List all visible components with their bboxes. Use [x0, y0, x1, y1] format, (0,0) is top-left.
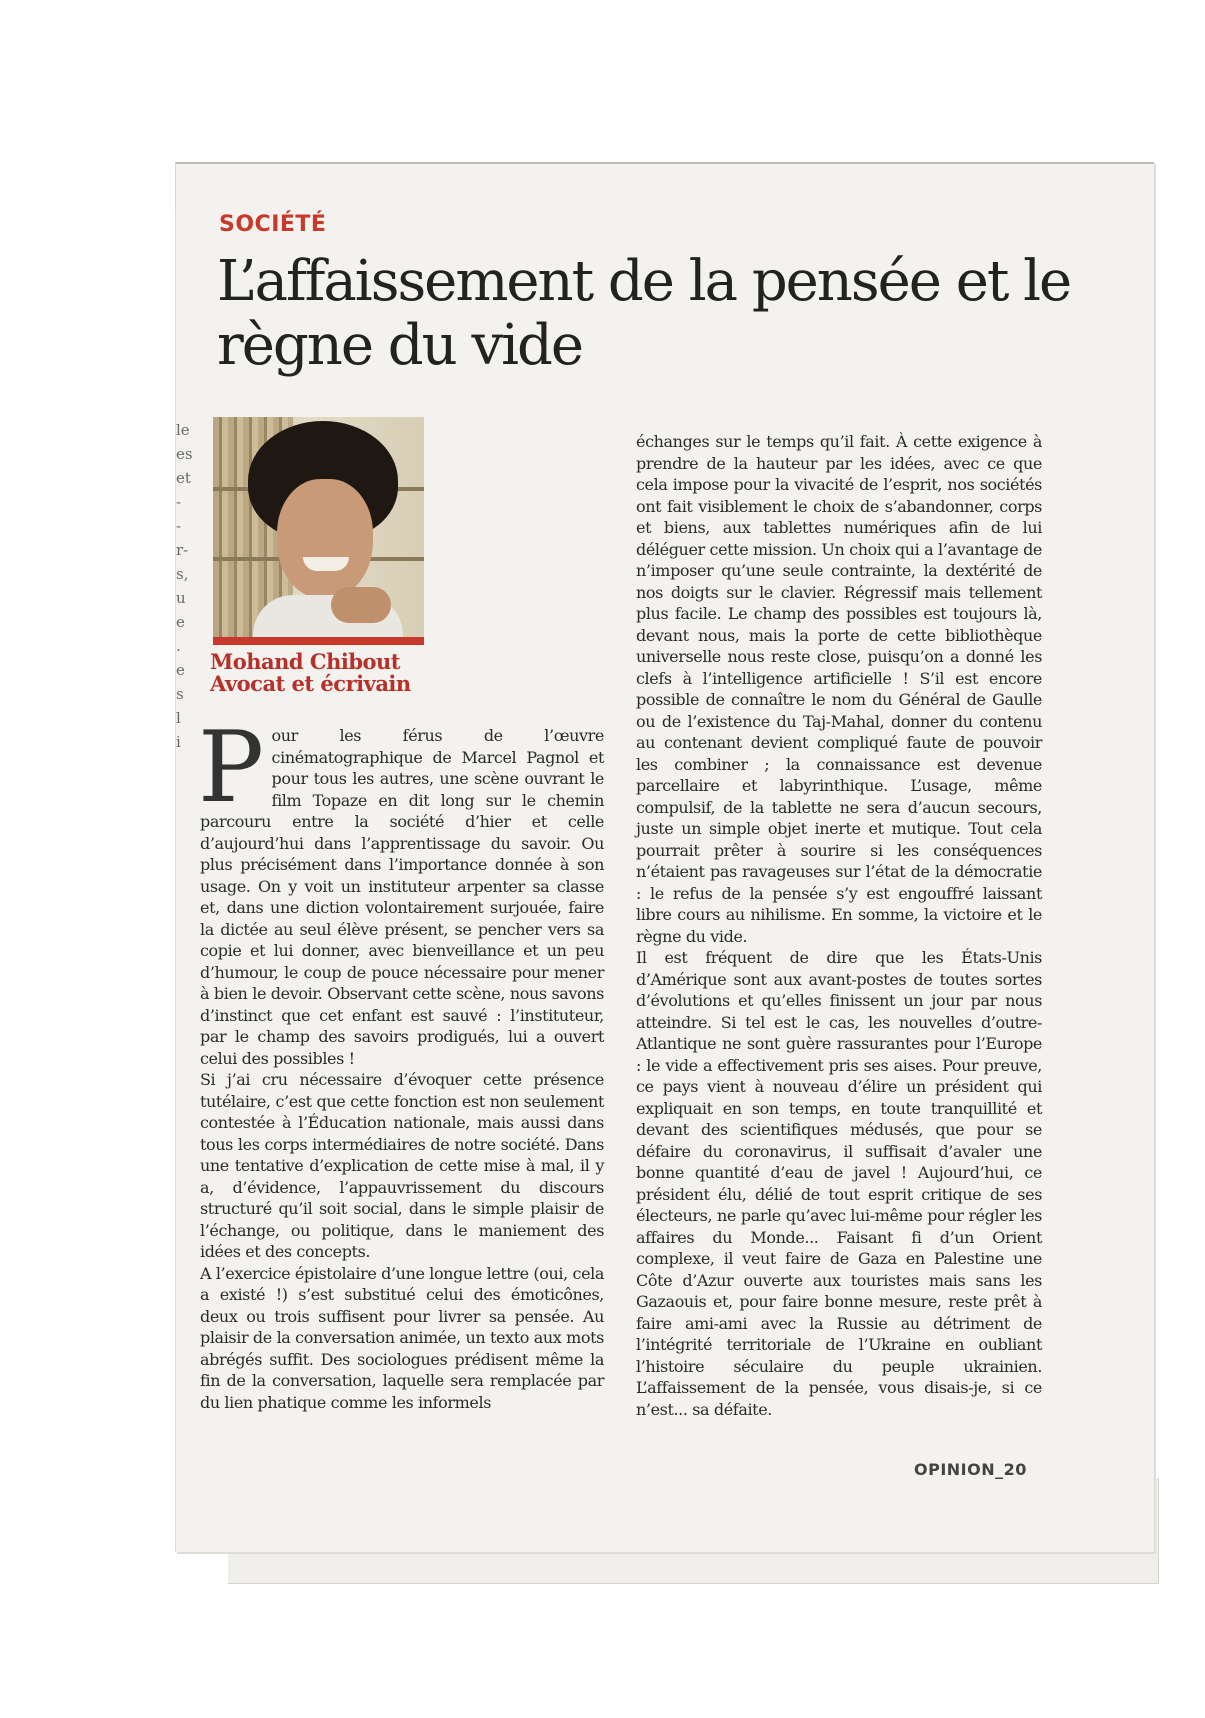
- section-rubric: SOCIÉTÉ: [219, 212, 327, 237]
- adjacent-column-fragment: le es et - - r- s, u e . e s l i: [176, 421, 193, 751]
- article-column-left: [198, 711, 604, 1413]
- author-smile: [303, 557, 349, 571]
- author-title: Avocat et écrivain: [210, 671, 411, 696]
- author-name: Mohand Chibout: [210, 649, 401, 674]
- article-headline: L’affaissement de la pensée et le règne du vide: [217, 249, 1071, 378]
- page-footer: OPINION_20: [914, 1460, 1027, 1479]
- drop-cap: P: [198, 711, 264, 825]
- fold-line: [175, 210, 176, 1550]
- paragraph: our les férus de l’œuvre cinématographique de Marcel Pagnol et pour tous les autres, une scène ouvrant le film Topaze en dit long sur le chemin parcouru entre la société d’hier et celle d’aujourd’hui dans l’apprentissage du savoir. Ou plus précisément dans l’importance donnée à son usage. On y voit un instituteur arpenter sa classe et, dans une diction volontairement surjouée, faire la dictée au seul élève présent, se pencher vers sa copie et lui donner, avec bienveillance et un peu d’humour, le coup de pouce nécessaire pour mener à bien le devoir. Observant cette scène, nous savons d’instinct que cet enfant est sauvé : l’instituteur, par le champ des savoirs prodigués, lui a ouvert celui des possibles !: [200, 726, 604, 1068]
- paragraph: Il est fréquent de dire que les États-Unis d’Amérique sont aux avant-postes de toutes sortes d’évolutions et qu’elles finissent un jour par nous atteindre. Si tel est le cas, les nouvelles d’outre-Atlantique ne sont guère rassurantes pour l’Europe : le vide a effectivement pris ses aises. Pour preuve, ce pays vient à nouveau d’élire un président qui expliquait en son temps, en toute tranquillité et devant des scientifiques médusés, que pour se défaire du coronavirus, il suffisait d’avaler une bonne quantité d’eau de javel ! Aujourd’hui, ce président élu, délié de tout esprit critique de ses électeurs, ne parle qu’avec lui-même pour régler les affaires du Monde... Faisant fi d’un Orient complexe, il veut faire de Gaza en Palestine une Côte d’Azur ouverte aux touristes mais sans les Gazaouis et, pour faire bonne mesure, reste prêt à faire ami-ami avec la Russie au détriment de l’intégrité territoriale de l’Ukraine en oubliant l’histoire séculaire du peuple ukrainien. L’affaissement de la pensée, vous disais-je, si ce n’est... sa défaite.: [636, 948, 1042, 1419]
- author-photo: [213, 417, 424, 645]
- author-hand: [331, 587, 391, 623]
- author-byline: [210, 651, 411, 695]
- paragraph: Si j’ai cru nécessaire d’évoquer cette présence tutélaire, c’est que cette fonction est non seulement contestée à l’Éducation nationale, mais aussi dans tous les corps intermédiaires de notre société. Dans une tentative d’explication de cette mise à mal, il y a, d’évidence, l’appauvrissement du discours structuré qu’il soit social, dans le simple plaisir de l’échange, ou politique, dans le maniement des idées et des concepts.: [200, 1070, 604, 1261]
- article-column-right: [636, 431, 1042, 1420]
- paragraph: échanges sur le temps qu’il fait. À cette exigence à prendre de la hauteur par les idées, avec ce que cela impose pour la vivacité de l’esprit, nos sociétés ont fait visiblement le choix de s’abandonner, corps et biens, aux tablettes numériques afin de lui déléguer cette mission. Un choix qui a l’avantage de n’imposer qu’une seule contrainte, la dextérité de nos doigts sur le clavier. Régressif mais tellement plus facile. Le champ des possibles est toujours là, devant nous, mais la porte de cette bibliothèque universelle nous reste close, puisqu’on a donné les clefs à l’intelligence artificielle ! S’il est encore possible de connaître le nom du Général de Gaulle ou de l’existence du Taj-Mahal, donner du contenu au contenant devient compliqué faute de pouvoir les combiner ; la connaissance est devenue parcellaire et labyrinthique. L’usage, même compulsif, de la tablette ne sera d’aucun secours, juste un simple objet inerte et mutique. Tout cela pourrait prêter à sourire si les conséquences n’étaient pas ravageuses sur l’état de la démocratie : le refus de la pensée s’y est engouffré laissant libre cours au nihilisme. En somme, la victoire et le règne du vide.: [636, 432, 1042, 946]
- paragraph: A l’exercice épistolaire d’une longue lettre (oui, cela a existé !) s’est substitué celui des émoticônes, deux ou trois suffisent pour livrer sa pensée. Au plaisir de la conversation animée, un texto aux mots abrégés suffit. Des sociologues prédisent même la fin de la conversation, laquelle sera remplacée par du lien phatique comme les informels: [200, 1263, 604, 1412]
- author-face: [277, 479, 373, 599]
